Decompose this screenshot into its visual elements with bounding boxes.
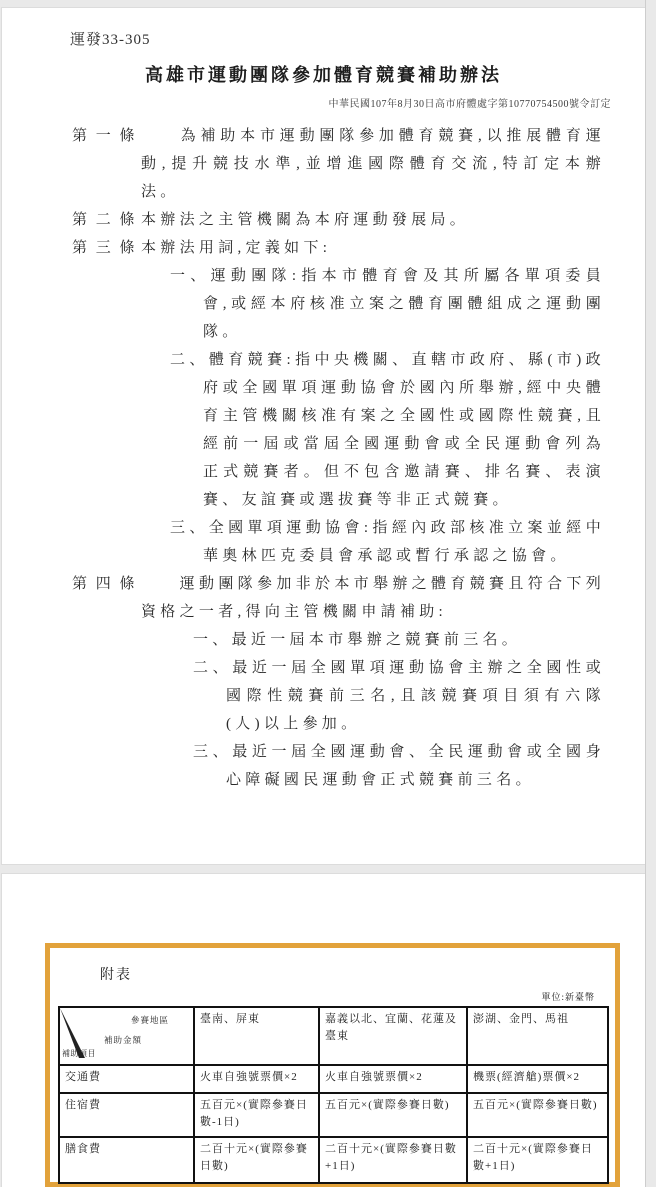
article-3-body: 本辦法用詞,定義如下:: [141, 240, 332, 256]
subsidy-table: [58, 1006, 609, 1184]
article-4-item-3: 三、最近一屆全國運動會、全民運動會或全國身心障礙國民運動會正式競賽前三名。: [193, 744, 605, 788]
region-header-2: 嘉義以北、宜蘭、花蓮及臺東: [319, 1007, 467, 1065]
table-cell: 火車自強號票價×2: [194, 1065, 319, 1093]
corner-label-region: 參賽地區: [130, 1015, 169, 1025]
article-3-label: 第 三 條: [72, 240, 138, 256]
table-row: [59, 1093, 608, 1137]
article-3: [72, 234, 605, 570]
table-row: [59, 1065, 608, 1093]
article-3-item-3: 三、全國單項運動協會:指經內政部核准立案並經中華奧林匹克委員會承認或暫行承認之協會。: [170, 520, 605, 564]
article-3-item-1: 一、運動團隊:指本市體育會及其所屬各單項委員會,或經本府核准立案之體育團體組成之運動團隊。: [170, 268, 605, 340]
table-cell: 二百十元×(實際參賽日數+1日): [319, 1137, 467, 1183]
table-cell: 二百十元×(實際參賽日數+1日): [467, 1137, 608, 1183]
document-page-2: [2, 874, 645, 1187]
article-2-body: 本辦法之主管機關為本府運動發展局。: [141, 212, 470, 228]
article-4: [72, 570, 605, 794]
table-cell: 二百十元×(實際參賽日數): [194, 1137, 319, 1183]
appendix-title: 附表: [100, 968, 132, 983]
corner-label-amount: 補助金額: [104, 1035, 143, 1045]
table-cell: 五百元×(實際參賽日數): [319, 1093, 467, 1137]
table-cell: 五百元×(實際參賽日數): [467, 1093, 608, 1137]
promulgation-line: 中華民國107年8月30日高市府體處字第10770754500號令訂定: [328, 99, 611, 110]
doc-number: 運發33-305: [70, 32, 151, 48]
article-4-item-2: 二、最近一屆全國單項運動協會主辦之全國性或國際性競賽前三名,且該競賽項目須有六隊(人)以上參加。: [193, 660, 605, 732]
currency-unit-note: 單位:新臺幣: [541, 992, 595, 1002]
table-corner-cell: [59, 1007, 194, 1065]
article-2-label: 第 二 條: [72, 212, 138, 228]
articles-section: [72, 122, 605, 794]
document-page-1: [2, 8, 645, 864]
article-3-item-2: 二、體育競賽:指中央機關、直轄市政府、縣(市)政府或全國單項運動協會於國內所舉辦,經中央體育主管機關核准有案之全國性或國際性競賽,且經前一屆或當屆全國運動會或全民運動會列為正式競賽者。但不包含邀請賽、排名賽、表演賽、友誼賽或選拔賽等非正式競賽。: [170, 352, 605, 508]
article-1: [72, 122, 605, 206]
article-1-body: 為補助本市運動團隊參加體育競賽,以推展體育運動,提升競技水準,並增進國際體育交流,特訂定本辦法。: [141, 128, 605, 200]
corner-label-item: 補助項目: [62, 1049, 96, 1058]
table-cell: 機票(經濟艙)票價×2: [467, 1065, 608, 1093]
article-1-label: 第 一 條: [72, 128, 138, 144]
article-4-item-1: 一、最近一屆本市舉辦之競賽前三名。: [193, 632, 522, 648]
row-item-label: 交通費: [59, 1065, 194, 1093]
table-cell: 五百元×(實際參賽日數-1日): [194, 1093, 319, 1137]
page-title: 高雄市運動團隊參加體育競賽補助辦法: [145, 65, 502, 85]
appendix-highlight-box: [45, 943, 620, 1187]
article-4-label: 第 四 條: [72, 576, 138, 592]
table-cell: 火車自強號票價×2: [319, 1065, 467, 1093]
article-4-body: 運動團隊參加非於本市舉辦之體育競賽且符合下列資格之一者,得向主管機關申請補助:: [141, 576, 605, 620]
row-item-label: 膳食費: [59, 1137, 194, 1183]
region-header-1: 臺南、屏東: [194, 1007, 319, 1065]
region-header-3: 澎湖、金門、馬祖: [467, 1007, 608, 1065]
page-boundary-line: [645, 0, 646, 1187]
row-item-label: 住宿費: [59, 1093, 194, 1137]
article-2: [72, 206, 605, 234]
table-row: [59, 1137, 608, 1183]
